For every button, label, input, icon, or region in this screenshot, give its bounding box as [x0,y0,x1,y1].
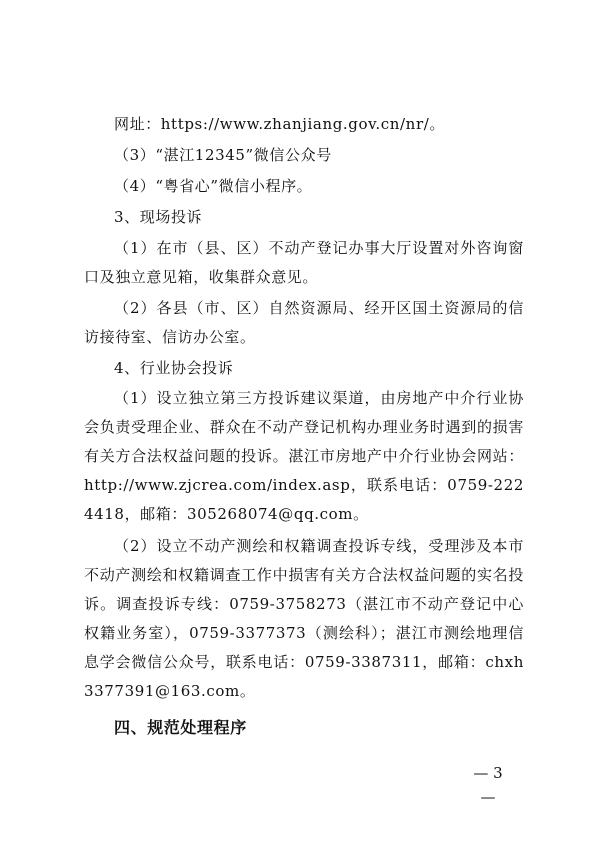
website-line: 网址：https://www.zhanjiang.gov.cn/nr/。 [114,115,445,133]
subheading-industry-association: 4、行业协会投诉 [114,359,234,377]
paragraph-association-1: （1）设立独立第三方投诉建议渠道，由房地产中介行业协会负责受理企业、群众在不动产登记机构办理业务时遇到的损害有关方合法权益问题的投诉。湛江市房地产中介行业协会网站：http://www.zjcrea.com/index.asp，联系电话：0759-2224418，邮箱：305268074@qq.com。 [84,389,524,523]
page-number: — 3 — [473,764,503,806]
paragraph-onsite-2: （2）各县（市、区）自然资源局、经开区国土资源局的信访接待室、信访办公室。 [84,299,524,346]
section-heading: 四、规范处理程序 [114,718,247,737]
paragraph-onsite-1: （1）在市（县、区）不动产登记办事大厅设置对外咨询窗口及独立意见箱，收集群众意见。 [84,239,524,286]
subheading-onsite-complaint: 3、现场投诉 [114,208,203,226]
item-yuexingxin: （4）“粤省心”微信小程序。 [114,177,313,195]
paragraph-association-2: （2）设立不动产测绘和权籍调查投诉专线，受理涉及本市不动产测绘和权籍调查工作中损害有关方合法权益问题的实名投诉。调查投诉专线：0759-3758273（湛江市不动产登记中心权籍业务室），0759-3377373（测绘科）；湛江市测绘地理信息学会微信公众号，联系电话：0759-3387311，邮箱：chxh3377391@163.com。 [84,537,524,700]
item-wechat-12345: （3）“湛江12345”微信公众号 [114,146,332,164]
